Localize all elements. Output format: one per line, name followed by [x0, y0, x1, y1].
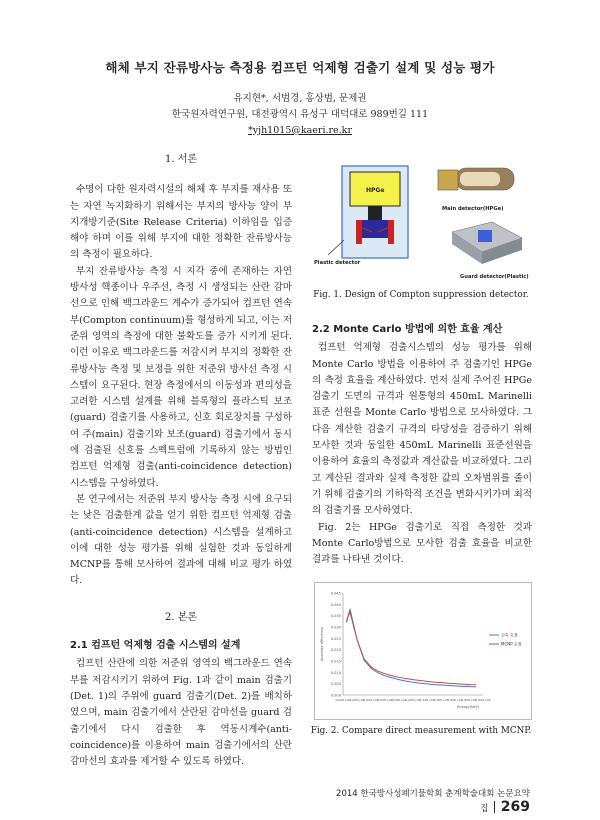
- x-tick-label: 4.00E+02: [363, 698, 379, 702]
- y-tick-label: 0.005: [330, 682, 341, 687]
- paragraph-2-1: 컴프턴 산란에 의한 저준위 영역의 백그라운드 연속부를 저감시키기 위하여 Fig. 1과 같이 main 검출기 (Det. 1)의 주위에 guard 검출기(Det. 2)를 배치하였으며, main 검출기에서 산란된 감마선을 guard 검출기에서 다시 검출한 후 역동시계수(anti-coincidence)를 이용하여 main 검출기에서의 산란 감마선의 효과를 제거할 수 있도록 하였다.: [70, 658, 292, 768]
- y-tick-label: 0.020: [330, 648, 341, 653]
- figure-2-caption: Fig. 2. Compare direct measurement with MCNP.: [310, 726, 532, 736]
- footer-text: 2014 한국방사성폐기물학회 춘계학술대회 논문요약집: [336, 789, 530, 814]
- x-tick-label: 1.00E+03: [405, 698, 421, 702]
- right-column: [312, 322, 532, 568]
- x-tick-label: 0.00E+00: [335, 698, 351, 702]
- y-tick-label: 0.035: [330, 614, 341, 619]
- y-tick-label: 0.045: [330, 591, 341, 596]
- subsection-2-1-heading: 2.1 컴프턴 억제형 검출 시스템의 설계: [70, 640, 241, 652]
- x-tick-label: 1.60E+03: [447, 698, 463, 702]
- legend-label-0: 실측 효율: [501, 632, 518, 638]
- y-tick-label: 0.030: [330, 625, 341, 630]
- legend-label-1: MCNP 효율: [501, 641, 522, 647]
- paragraph-intro-3: 본 연구에서는 저준위 부지 방사능 측정 시에 요구되는 낮은 검출한계 값을 얻기 위한 컴프턴 억제형 검출(anti-coincidence detection) 시스템을 설계하고 이에 대한 성능 평가를 위해 실험한 것과 동일하게 MCNP를 통해 모사하여 결과에 대해 비교 평가 하였다.: [70, 493, 292, 587]
- paragraph-2-2-a: 컴프턴 억제형 검출시스템의 성능 평가를 위해 Monte Carlo 방법을 이용하여 주 검출기인 HPGe의 측정 효율을 계산하였다. 먼저 실제 주어진 HPGe 검출기 도면의 규격과 원통형의 450mL Marinelli 표준 선원을 Monte Carlo 방법으로 모사하였다. 그 다음 계산한 검출기 규격의 타당성을 검증하기 위해 모사한 것과 동일한 450mL Marinelli 표준선원을 이용하여 효율의 측정값과 계산값을 비교하였다. 그리고 계산된 결과와 실제 측정한 값의 오차범위를 줄이기 위해 검출기의 기하학적 조건을 변화시키가며 최적의 검출기를 모사하였다.: [312, 342, 533, 517]
- author-names: 유지현*, 서범경, 홍상범, 문제권: [233, 93, 367, 104]
- plastic-detector-label: Plastic detector: [314, 260, 361, 266]
- y-axis-label: Absolute efficiency: [320, 626, 324, 662]
- paragraph-intro-1: 수명이 다한 원자력시설의 해체 후 부지를 재사용 또는 자연 녹지화하기 위해서는 부지의 방사능 양이 부지개방기준(Site Release Criteria) 이하임을 입증해야 하며 이를 위해 부지에 대한 정확한 잔류방사능의 측정이 필요하다.: [70, 184, 292, 261]
- y-tick-label: 0.000: [330, 693, 341, 698]
- footer: [330, 787, 530, 815]
- email: *yjh1015@kaeri.re.kr: [248, 125, 352, 136]
- x-tick-label: 2.00E+03: [475, 698, 491, 702]
- section-1-heading: 1. 서론: [164, 154, 198, 165]
- main-detector-label: Main detector(HPGe): [442, 206, 504, 212]
- page-number: 269: [500, 799, 530, 815]
- x-tick-label: 1.20E+03: [419, 698, 435, 702]
- x-tick-label: 2.00E+02: [349, 698, 365, 702]
- y-tick-label: 0.025: [330, 636, 341, 641]
- guard-detector-label: Guard detector(Plastic): [460, 274, 529, 280]
- paragraph-2-2-b: Fig. 2는 HPGe 검출기로 직접 측정한 것과 Monte Carlo방법으로 모사한 검출 효율을 비교한 결과를 나타낸 것이다.: [312, 521, 532, 566]
- y-tick-label: 0.015: [330, 659, 341, 664]
- footer-separator: [494, 801, 495, 813]
- figure-1-caption: Fig. 1. Design of Compton suppression detector.: [313, 290, 529, 300]
- subsection-2-2-heading: 2.2 Monte Carlo 방법에 의한 효율 계산: [312, 324, 503, 335]
- figure-2: [314, 582, 532, 720]
- figure-1: [310, 160, 532, 285]
- y-tick-label: 0.010: [330, 670, 341, 675]
- series-line-0: [347, 609, 477, 687]
- compton-detector-diagram: [310, 160, 532, 285]
- affiliation: 한국원자력연구원, 대전광역시 유성구 대덕대로 989번길 111: [171, 109, 429, 120]
- author-block: [0, 91, 600, 139]
- y-tick-label: 0.040: [330, 602, 341, 607]
- section-2-heading: 2. 본론: [164, 611, 198, 623]
- efficiency-chart: [315, 583, 531, 719]
- x-tick-label: 1.40E+03: [433, 698, 449, 702]
- x-tick-label: 6.00E+02: [377, 698, 393, 702]
- paper-title: 해체 부지 잔류방사능 측정용 컴프턴 억제형 검출기 설계 및 성능 평가: [105, 60, 495, 75]
- hpge-label: HPGe: [366, 187, 385, 194]
- series-line-1: [347, 612, 477, 685]
- x-tick-label: 8.00E+02: [391, 698, 407, 702]
- paragraph-intro-2: 부지 잔류방사능 측정 시 지각 중에 존재하는 자연 방사성 핵종이나 우주선, 측정 시 생성되는 산란 감마선으로 인해 백그라운드 계수가 증가되어 컴프턴 연속부(Compton continuum)를 형성하게 되고, 이는 저준위 영역의 측정에 대한 불확도를 증가 시키게 된다. 이런 이유로 백그라운드를 저감시켜 부지의 정확한 잔류방사능 측정 및 보정을 위한 저준위 방사선 측정 시스템이 요구된다. 현장 측정에서의 이동성과 편의성을 고려한 시스템 설계를 위해 블록형의 플라스틱 보조(guard) 검출기를 사용하고, 신호 회로장치를 구성하여 주(main) 검출기와 보조(guard) 검출기에서 동시에 검출된 신호를 스펙트럼에 기록하지 않는 방법인 컴프턴 억제형 검출(anti-coincidence detection) 시스템을 구성하였다.: [70, 265, 292, 489]
- x-tick-label: 1.80E+03: [461, 698, 477, 702]
- left-column: [70, 152, 292, 770]
- x-axis-label: Energy(keV): [456, 705, 479, 709]
